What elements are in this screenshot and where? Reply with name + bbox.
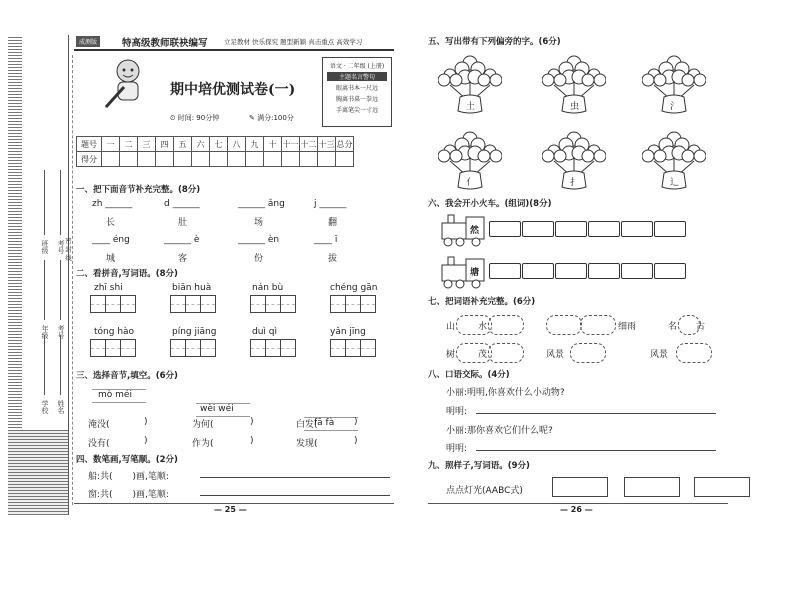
score-table-header-row [77, 137, 354, 152]
q1-title: 一、把下面音节补充完整。(8分) [76, 185, 201, 195]
q2-pinyin: biān huà [172, 283, 212, 293]
q4-mid: )画,笔顺: [132, 490, 169, 500]
exam-title: 期中培优测试卷(一) [170, 82, 296, 98]
q2-pinyin: chéng gān [330, 283, 378, 293]
clock-icon: ⏲ [170, 114, 176, 122]
q2-title: 二、看拼音,写词语。(8分) [76, 269, 178, 279]
q1-char: 拔 [328, 254, 338, 264]
q6-title: 六、我会开小火车。(组词)(8分) [428, 199, 552, 209]
q2-row2 [90, 327, 390, 367]
class-line [44, 170, 45, 235]
q7-text: 树 [446, 350, 456, 360]
q8-speaker: 明明: [446, 444, 468, 454]
score-cell: 十三 [318, 137, 336, 152]
score-cell: 总分 [336, 137, 354, 152]
q7-cloud-blank[interactable] [580, 315, 616, 335]
seat-label: 考号 [57, 325, 65, 339]
q2-grid[interactable] [170, 339, 215, 360]
q2-grid[interactable] [90, 295, 135, 316]
q7-row1 [446, 315, 726, 337]
q9-example: 点点灯光(AABC式) [446, 486, 523, 496]
page-number-right: — 26 — [560, 505, 593, 514]
binding-sidebar [8, 35, 72, 515]
q8-answer-line[interactable] [476, 413, 716, 414]
q2-pinyin: píng jiāng [172, 327, 217, 337]
score-table [76, 136, 354, 167]
q1-pinyin[interactable]: ____ éng [92, 235, 130, 245]
q4-char: 窗:共( [88, 490, 113, 500]
q3-close[interactable]: ) [354, 436, 358, 446]
q7-cloud-blank[interactable] [488, 343, 524, 363]
q4-answer-line[interactable] [200, 477, 390, 478]
q4-title: 四、数笔画,写笔顺。(2分) [76, 455, 178, 465]
radical-label: 氵 [670, 102, 680, 112]
q9-title: 九、照样子,写词语。(9分) [428, 461, 530, 471]
q7-text: 茂 [478, 350, 488, 360]
q3-close[interactable]: ) [250, 436, 254, 446]
score-input-cell[interactable] [174, 152, 192, 167]
q3-word: 为何( [192, 420, 214, 430]
q1-char: 翻 [328, 218, 338, 228]
q4-line [88, 469, 394, 482]
q1-pinyin[interactable]: ____ ī [314, 235, 338, 245]
train-cars[interactable] [488, 263, 686, 282]
score-table-score-row [77, 152, 354, 167]
score-cell: 十 [264, 137, 282, 152]
score-input-cell[interactable] [120, 152, 138, 167]
score-cell: 七 [210, 137, 228, 152]
score-input-cell[interactable] [156, 152, 174, 167]
score-input-cell[interactable] [192, 152, 210, 167]
right-page-footer-line [428, 503, 728, 504]
q4-answer-line[interactable] [200, 495, 390, 496]
left-page-footer-line [74, 503, 394, 504]
radical-label: 辶 [670, 178, 680, 188]
score-cell: 八 [228, 137, 246, 152]
right-page [428, 35, 728, 515]
score-input-cell[interactable] [300, 152, 318, 167]
q1-pinyin[interactable]: d ______ [164, 199, 200, 209]
q8-line: 小丽:那你喜欢它们什么呢? [446, 426, 553, 436]
q9-answer-box[interactable] [624, 477, 680, 497]
pencil-icon: ✎ [249, 114, 255, 122]
q1-pinyin[interactable]: zh ______ [92, 199, 133, 209]
q2-pinyin: zhī shi [94, 283, 123, 293]
q1-pinyin[interactable]: ______ èn [238, 235, 280, 245]
q3-title: 三、选择音节,填空。(6分) [76, 371, 178, 381]
q2-grid[interactable] [250, 339, 295, 360]
q1-char: 场 [254, 218, 264, 228]
mascot-illustration [104, 57, 148, 112]
q1-pinyin[interactable]: ______ ǎng [238, 199, 285, 209]
q7-text: 风景 [546, 350, 565, 360]
q2-grid[interactable] [90, 339, 135, 360]
q7-row2 [446, 343, 726, 365]
flower-vase-4 [438, 125, 502, 191]
score-info [249, 113, 294, 123]
q7-text: 山 [446, 322, 456, 332]
score-input-cell[interactable] [336, 152, 354, 167]
q4-line [88, 487, 394, 500]
seat-line [60, 260, 61, 320]
flower-vase-2 [542, 49, 606, 115]
series-slogan: 立足教材 快乐探究 题型新颖 真击重点 高效学习 [224, 38, 363, 46]
q3-option: fā fà [314, 418, 335, 428]
flower-vase-3 [642, 49, 706, 115]
score-cell: 六 [192, 137, 210, 152]
header-band [74, 35, 394, 51]
sidebar-bottom-pattern [8, 430, 68, 515]
q2-pinyin: yǎn jīng [330, 327, 366, 337]
q7-text: 风景 [650, 350, 669, 360]
motto-line: 手离笔尖一寸远 [335, 107, 378, 114]
q2-pinyin: tóng hào [94, 327, 135, 337]
q8-line: 小丽:明明,你喜欢什么小动物? [446, 388, 565, 398]
q3-option-box [196, 403, 250, 417]
q7-cloud-blank[interactable] [546, 315, 582, 335]
q1-pinyin[interactable]: j ______ [314, 199, 347, 209]
train-char: 然 [470, 226, 480, 236]
q7-text: 古 [696, 322, 706, 332]
radical-label: 土 [466, 102, 476, 112]
exam-no-label: 考号 [57, 240, 65, 254]
score-cell: 十二 [300, 137, 318, 152]
score-cell: 二 [120, 137, 138, 152]
edition-badge: 成测版 [76, 36, 100, 47]
q7-text: 名 [668, 322, 678, 332]
score-cell: 三 [138, 137, 156, 152]
q7-cloud-blank[interactable] [570, 343, 606, 363]
q2-pinyin: duì qì [252, 327, 277, 337]
q1-char: 肚 [178, 218, 188, 228]
score-input-cell[interactable] [102, 152, 120, 167]
q1-char: 城 [106, 254, 116, 264]
q8-speaker: 明明: [446, 407, 468, 417]
q3-option: wèi wéi [200, 404, 234, 414]
motto-line: 眼离书本一尺远 [335, 85, 378, 92]
q7-cloud-blank[interactable] [488, 315, 524, 335]
score-input-cell[interactable] [282, 152, 300, 167]
flower-vase-6 [642, 125, 706, 191]
q2-grid[interactable] [330, 339, 375, 360]
q2-grid[interactable] [250, 295, 295, 316]
q7-cloud-blank[interactable] [676, 343, 712, 363]
motto-title: 主题名言警句 [327, 72, 387, 81]
full-score-label: 满分:100分 [257, 114, 294, 122]
score-input-cell[interactable] [228, 152, 246, 167]
school-label: 学校 [41, 400, 49, 414]
school-line [44, 335, 45, 395]
q5-title: 五、写出带有下列偏旁的字。(6分) [428, 37, 561, 47]
score-cell: 九 [246, 137, 264, 152]
q3-word: 没有( [88, 439, 110, 449]
motto-box [322, 57, 392, 127]
score-cell: 十一 [282, 137, 300, 152]
score-input-cell[interactable] [264, 152, 282, 167]
q3-word: 发现( [296, 439, 318, 449]
q2-grid[interactable] [330, 295, 375, 316]
train-cars[interactable] [488, 221, 686, 240]
exam-no-line [60, 170, 61, 235]
seal-dashed-line [72, 55, 73, 505]
score-cell: 五 [174, 137, 192, 152]
radical-label: 亻 [466, 178, 476, 188]
q4-mid: )画,笔顺: [132, 472, 169, 482]
q8-answer [446, 441, 716, 454]
q3-word: 淹没( [88, 420, 110, 430]
name-label: 姓名 [57, 400, 65, 414]
q3-option: mò méi [98, 390, 132, 400]
flower-vase-1 [438, 49, 502, 115]
q2-row1 [90, 283, 390, 323]
motto-line: 胸离书桌一拳远 [335, 96, 378, 103]
q7-title: 七、把词语补充完整。(6分) [428, 297, 536, 307]
score-cell: 题号 [77, 137, 102, 152]
score-input-cell[interactable] [138, 152, 156, 167]
score-cell: 一 [102, 137, 120, 152]
time-label: 时间: 90分钟 [177, 114, 220, 122]
q1-char: 份 [254, 254, 264, 264]
q1-char: 客 [178, 254, 188, 264]
q3-close[interactable]: ) [144, 436, 148, 446]
q3-close[interactable]: ) [144, 417, 148, 427]
radical-label: 扌 [570, 178, 580, 188]
q3-word: 白发( [296, 420, 318, 430]
subject-grade: 语文 · 二年级 (上册) [329, 63, 385, 70]
time-info [170, 113, 219, 123]
q9-answer-box[interactable] [694, 477, 750, 497]
score-row-label: 得分 [77, 152, 102, 167]
q8-title: 八、口语交际。(4分) [428, 370, 510, 380]
q9-answer-box[interactable] [552, 477, 608, 497]
score-cell: 四 [156, 137, 174, 152]
q3-option-box [92, 389, 146, 403]
score-input-cell[interactable] [318, 152, 336, 167]
grade-label: 年级 [41, 325, 49, 339]
q1-char: 长 [106, 218, 116, 228]
q7-text: 水 [478, 322, 488, 332]
page-number-left: — 25 — [214, 505, 247, 514]
left-page [74, 35, 394, 515]
q1-pinyin[interactable]: ______ è [164, 235, 200, 245]
seal-label: 密 封 线 [64, 237, 72, 261]
q2-grid[interactable] [170, 295, 215, 316]
q3-close[interactable]: ) [250, 417, 254, 427]
radical-label: 虫 [570, 102, 580, 112]
q3-word: 作为( [192, 439, 214, 449]
q8-answer-line[interactable] [476, 450, 716, 451]
flower-vase-5 [542, 125, 606, 191]
series-title: 特高级教师联袂编写 [122, 38, 208, 49]
q7-text: 细雨 [618, 322, 637, 332]
name-line [60, 335, 61, 395]
grade-line [44, 260, 45, 320]
train-char: 塘 [470, 268, 480, 278]
q4-char: 船:共( [88, 472, 113, 482]
q3-close[interactable]: ) [354, 417, 358, 427]
q8-answer [446, 404, 716, 417]
q2-pinyin: nán bù [252, 283, 284, 293]
score-input-cell[interactable] [246, 152, 264, 167]
class-label: 班级 [41, 240, 49, 254]
score-input-cell[interactable] [210, 152, 228, 167]
